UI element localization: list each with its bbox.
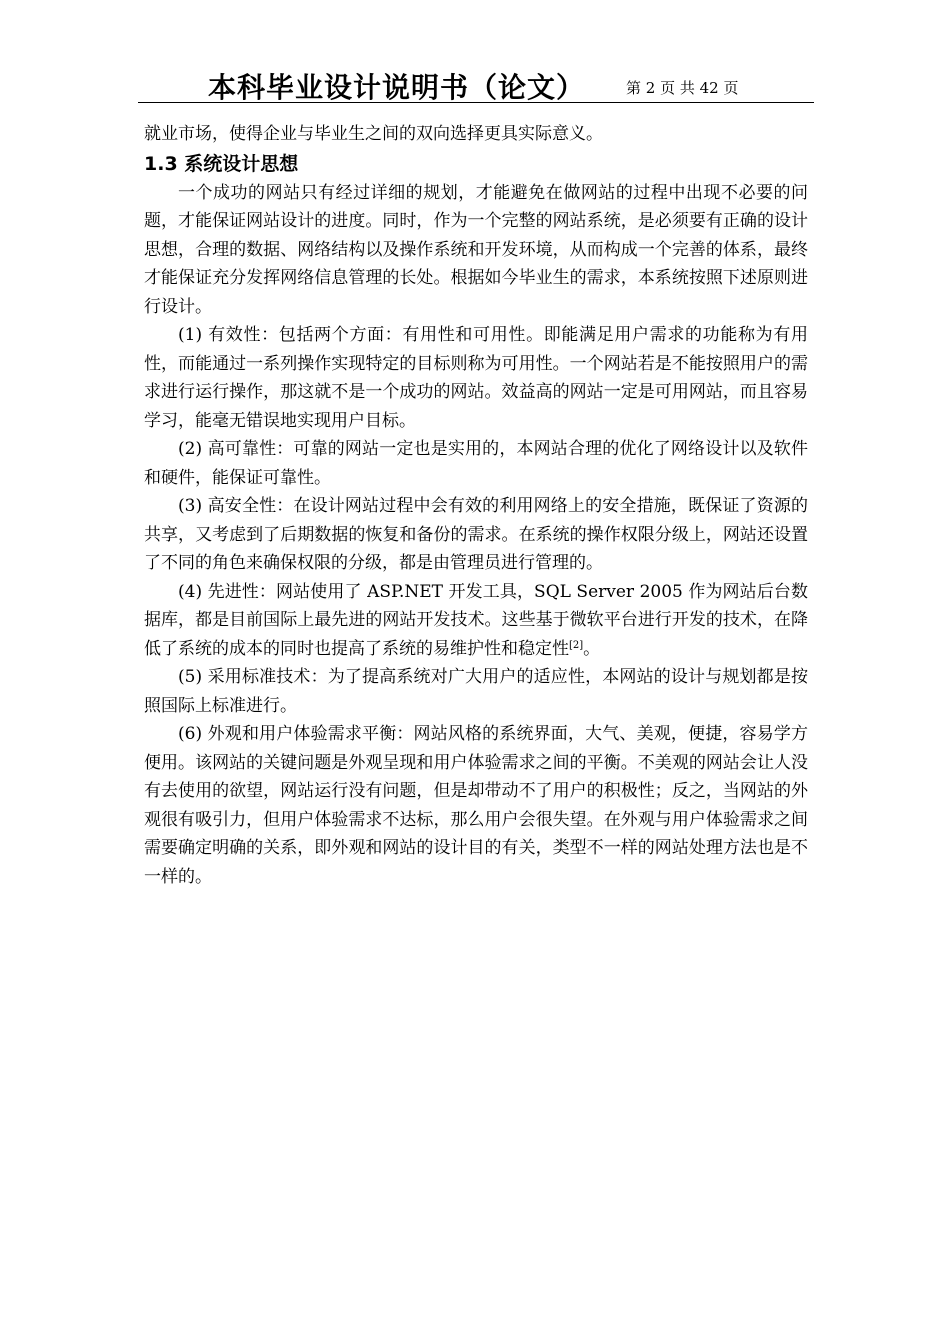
principle-effectiveness: (1) 有效性：包括两个方面：有用性和可用性。即能满足用户需求的功能称为有用性，而能通过一系列操作实现特定的目标则称为可用性。一个网站若是不能按照用户的需求进行运行操作，那这就不是一个成功的网站。效益高的网站一定是可用网站，而且容易学习，能毫无错误地实现用户目标。 (144, 325, 808, 431)
continued-paragraph: 就业市场，使得企业与毕业生之间的双向选择更具实际意义。 (144, 124, 603, 144)
principle-reliability: (2) 高可靠性：可靠的网站一定也是实用的，本网站合理的优化了网络设计以及软件和硬件，能保证可靠性。 (144, 439, 808, 488)
page-number: 第 2 页 共 42 页 (626, 79, 739, 97)
intro-paragraph: 一个成功的网站只有经过详细的规划，才能避免在做网站的过程中出现不必要的问题，才能保证网站设计的进度。同时，作为一个完整的网站系统，是必须要有正确的设计思想，合理的数据、网络结构以及操作系统和开发环境，从而构成一个完善的体系，最终才能保证充分发挥网络信息管理的长处。根据如今毕业生的需求，本系统按照下述原则进行设计。 (144, 182, 808, 317)
page-body (144, 120, 808, 891)
document-title: 本科毕业设计说明书（论文） (208, 71, 586, 104)
principle-balance: (6) 外观和用户体验需求平衡：网站风格的系统界面，大气、美观，便捷，容易学方便用。该网站的关键问题是外观呈现和用户体验需求之间的平衡。不美观的网站会让人没有去使用的欲望，网站运行没有问题，但是却带动不了用户的积极性；反之，当网站的外观很有吸引力，但用户体验需求不达标，那么用户会很失望。在外观与用户体验需求之间需要确定明确的关系，即外观和网站的设计目的有关，类型不一样的网站处理方法也是不一样的。 (144, 724, 808, 887)
principle-standards: (5) 采用标准技术：为了提高系统对广大用户的适应性，本网站的设计与规划都是按照国际上标准进行。 (144, 667, 808, 716)
citation-reference[interactable]: [2] (569, 639, 584, 651)
section-heading: 1.3 系统设计思想 (144, 152, 299, 175)
principle-advancement-text: (4) 先进性：网站使用了 ASP.NET 开发工具，SQL Server 2005 作为网站后台数据库，都是目前国际上最先进的网站开发技术。这些基于微软平台进行开发的技术，在降低了系统的成本的同时也提高了系统的易维护性和稳定性 (144, 581, 808, 659)
principle-advancement-tail: 。 (583, 638, 601, 659)
principle-security: (3) 高安全性：在设计网站过程中会有效的利用网络上的安全措施，既保证了资源的共享，又考虑到了后期数据的恢复和备份的需求。在系统的操作权限分级上，网站还设置了不同的角色来确保权限的分级，都是由管理员进行管理的。 (144, 496, 808, 573)
principle-advancement (144, 578, 808, 664)
page-header (138, 62, 814, 103)
